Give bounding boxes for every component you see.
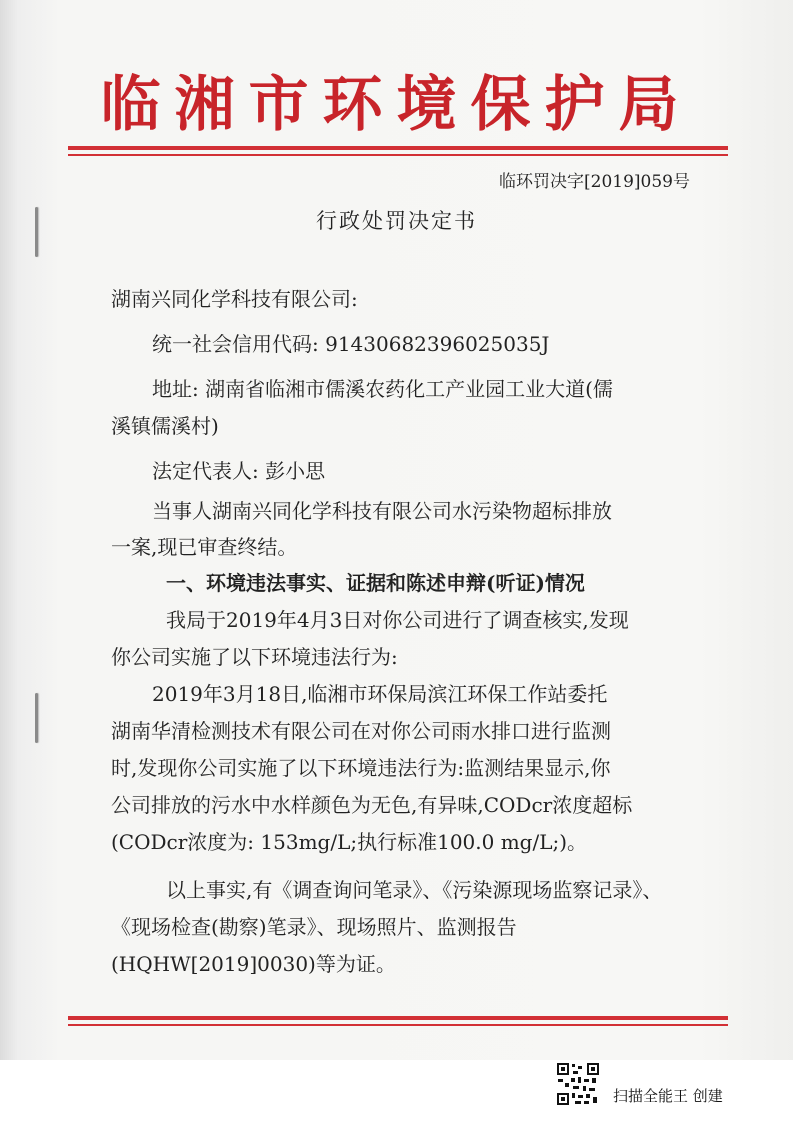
para3-line-3: (HQHW[2019]0030)等为证。 [111, 952, 396, 976]
para2-line-3: 时,发现你公司实施了以下环境违法行为:监测结果显示,你 [111, 756, 611, 780]
footer-rule-thick [68, 1016, 728, 1020]
section-heading-1: 一、环境违法事实、证据和陈述申辩(听证)情况 [166, 571, 585, 595]
para3-line-2: 《现场检查(勘察)笔录》、现场照片、监测报告 [111, 915, 517, 939]
para1-line-1: 我局于2019年4月3日对你公司进行了调查核实,发现 [166, 608, 629, 632]
header-rule-thick [68, 146, 728, 150]
recipient: 湖南兴同化学科技有限公司: [111, 287, 358, 311]
para3-line-1: 以上事实,有《调查询问笔录》、《污染源现场监察记录》、 [166, 878, 663, 902]
qr-code-icon [556, 1062, 600, 1106]
footer-rule-thin [68, 1024, 728, 1026]
para1-line-2: 你公司实施了以下环境违法行为: [111, 645, 398, 669]
para2-line-1: 2019年3月18日,临湘市环保局滨江环保工作站委托 [152, 682, 608, 706]
para2-line-2: 湖南华清检测技术有限公司在对你公司雨水排口进行监测 [111, 719, 611, 743]
agency-title: 临湘市环境保护局 [100, 70, 693, 140]
staple-mark-bottom [35, 693, 38, 743]
para2-line-5: (CODcr浓度为: 153mg/L;执行标准100.0 mg/L;)。 [111, 830, 588, 854]
address-line-1: 地址: 湖南省临湘市儒溪农药化工产业园工业大道(儒 [152, 377, 613, 401]
legal-representative: 法定代表人: 彭小思 [152, 459, 326, 483]
header-rule-thin [68, 154, 728, 156]
credit-code: 统一社会信用代码: 91430682396025035J [152, 332, 550, 356]
scanner-app-brand: 扫描全能王 创建 [613, 1087, 723, 1105]
intro-line-2: 一案,现已审查终结。 [111, 535, 298, 559]
document-title: 行政处罚决定书 [316, 209, 477, 233]
para2-line-4: 公司排放的污水中水样颜色为无色,有异味,CODcr浓度超标 [111, 793, 633, 817]
document-number: 临环罚决字[2019]059号 [499, 172, 690, 192]
address-line-2: 溪镇儒溪村) [111, 414, 219, 438]
intro-line-1: 当事人湖南兴同化学科技有限公司水污染物超标排放 [152, 499, 612, 523]
